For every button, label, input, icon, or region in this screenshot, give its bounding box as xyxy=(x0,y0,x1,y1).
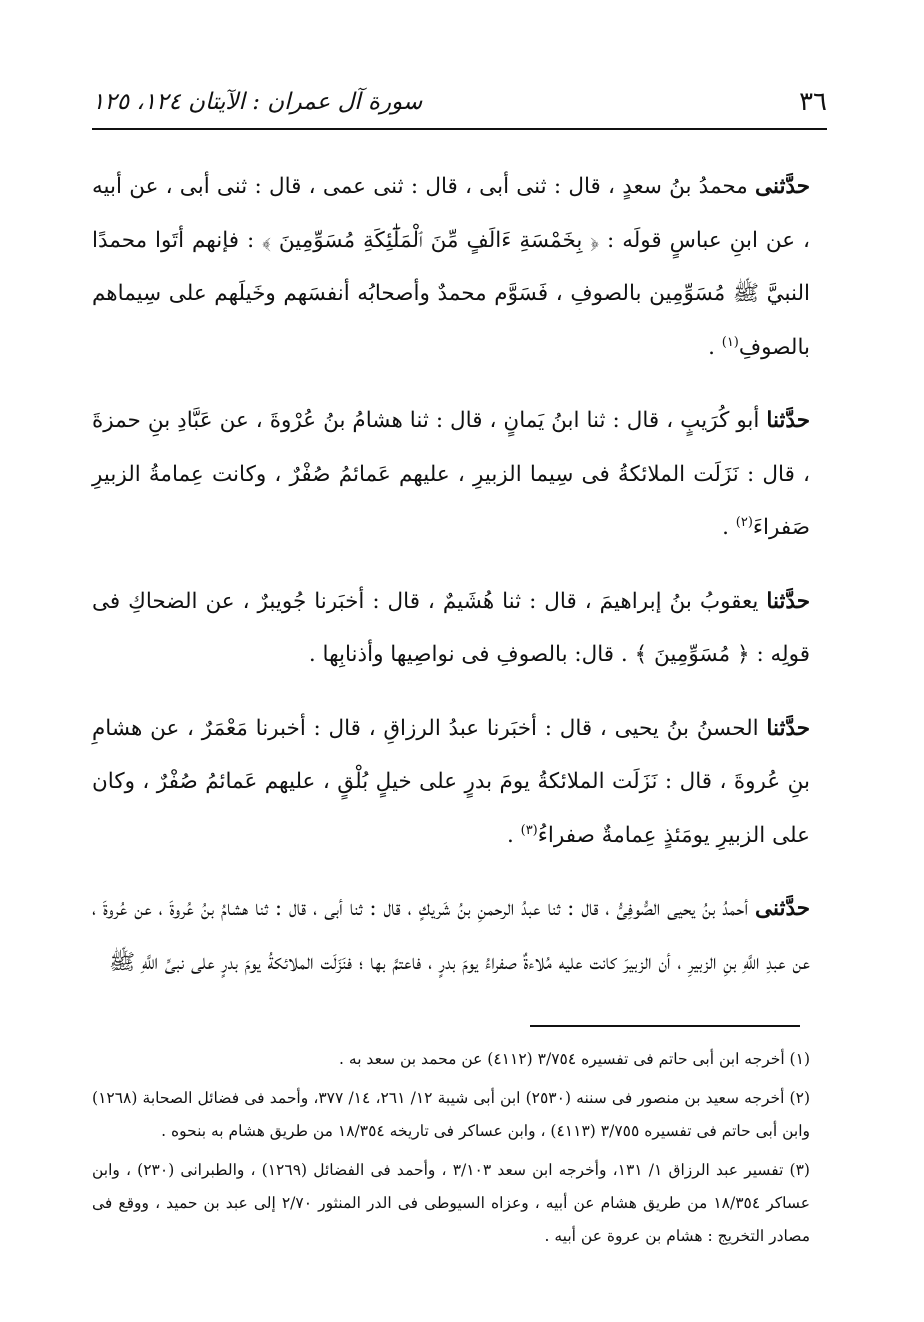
paragraph-end: . xyxy=(708,334,722,360)
paragraph-text: أحمدُ بنُ يحيى الصُّوفِىُّ ، قال : ثنا عبدُ الرحمنِ بنُ شَريكٍ ، قال : ثنا أبى ، قال : ثنا هشامُ بنُ عُروةَ ، عن عُروةَ ، عن عبدِ اللَّهِ بنِ الزبيرِ ، أن الزبيرَ كانت عليه مُلاءةٌ صفراءُ يومَ بدرٍ ، فاعتمَّ بها ؛ فنَزَلَت الملائكةُ يومَ بدرٍ على نبىِّ اللَّهِ ﷺ xyxy=(92,896,810,975)
paragraph-text: الحسنُ بنُ يحيى ، قال : أخبَرنا عبدُ الرزاقِ ، قال : أخبرنا مَعْمَرٌ ، عن هشامِ بنِ عُروةَ ، قال : نَزَلَت الملائكةُ يومَ بدرٍ على خيلٍ بُلْقٍ ، عليهم عَمائمُ صُفْرٌ ، وكان على الزبيرِ يومَئذٍ عِمامةٌ صفراءُ xyxy=(92,715,810,848)
footnote-rule xyxy=(530,1025,800,1027)
narration-lead: حدَّثنى xyxy=(755,174,810,199)
paragraph xyxy=(92,160,810,374)
header-rule xyxy=(92,128,827,130)
narration-lead: حدَّثنا xyxy=(766,588,810,614)
body-text xyxy=(92,160,810,1009)
narration-lead: حدَّثنا xyxy=(766,715,811,741)
paragraph xyxy=(92,394,810,555)
footnote: (٢) أخرجه سعيد بن منصور فى سننه (٢٥٣٠) ابن أبى شيبة ١٢/ ٢٦١، ١٤/ ٣٧٧، وأحمد فى فضائل الصحابة (١٢٦٨) وابن أبى حاتم فى تفسيره ٣/٧٥٥ (٤١١٣) ، وابن عساكر فى تاريخه ١٨/٣٥٤ من طريق هشام به بنحوه . xyxy=(92,1089,810,1140)
paragraph xyxy=(92,702,810,863)
footnote-ref: (٣) xyxy=(520,822,538,838)
narration-lead: حدَّثنى xyxy=(755,896,811,921)
footnotes xyxy=(92,1043,810,1259)
footnote: (١) أخرجه ابن أبى حاتم فى تفسيره ٣/٧٥٤ (٤١١٢) عن محمد بن سعد به . xyxy=(339,1050,810,1068)
running-header xyxy=(92,78,827,126)
paragraph-text: محمدُ بنُ سعدٍ ، قال : ثنى أبى ، قال : ثنى عمى ، قال : ثنى أبى ، عن أبيه ، عن ابنِ عباسٍ قولَه : ﴿ بِخَمْسَةِ ءَالَفٍ مِّنَ ٱلْمَلَٰٓئِكَةِ مُسَوِّمِينَ ﴾ : فإنهم أتَوا محمدًا النبيَّ ﷺ مُسَوِّمِين بالصوفِ ، فَسَوَّم محمدٌ وأصحابُه أنفسَهم وخَيلَهم على سِيماهم بالصوفِ xyxy=(92,174,810,360)
running-title: سورة آل عمران : الآيتان ١٢٤، ١٢٥ xyxy=(92,89,423,115)
paragraph-text: أبو كُرَيبٍ ، قال : ثنا ابنُ يَمانٍ ، قال : ثنا هشامُ بنُ عُرْوةَ ، عن عَبَّادِ بنِ حمزةَ ، قال : نَزَلَت الملائكةُ فى سِيما الزبيرِ ، عليهم عَمائمُ صُفْرٌ ، وكانت عِمامةُ الزبيرِ صَفراءَ xyxy=(92,408,810,540)
paragraph xyxy=(92,575,810,682)
page-number: ٣٦ xyxy=(799,87,827,117)
paragraph xyxy=(92,882,810,989)
footnote-ref: (١) xyxy=(721,334,739,350)
paragraph-text: يعقوبُ بنُ إبراهيمَ ، قال : ثنا هُشَيمٌ ، قال : أخبَرنا جُويبرٌ ، عن الضحاكِ فى قولِه : ﴿ مُسَوِّمِينَ ﴾ . قال: بالصوفِ فى نواصِيها وأذنابِها . xyxy=(92,588,810,667)
footnote-ref: (٢) xyxy=(735,514,753,530)
footnote: (٣) تفسير عبد الرزاق ١/ ١٣١، وأخرجه ابن سعد ٣/١٠٣ ، وأحمد فى الفضائل (١٢٦٩) ، والطبرانى (٢٣٠) ، وابن عساكر ١٨/٣٥٤ من طريق هشام عن أبيه ، وعزاه السيوطى فى الدر المنثور ٢/٧٠ إلى عبد بن حميد ، ووقع فى مصادر التخريج : هشام بن عروة عن أبيه . xyxy=(92,1161,810,1245)
paragraph-end: . xyxy=(722,515,736,540)
narration-lead: حدَّثنا xyxy=(766,408,810,433)
paragraph-end: . xyxy=(506,822,521,848)
